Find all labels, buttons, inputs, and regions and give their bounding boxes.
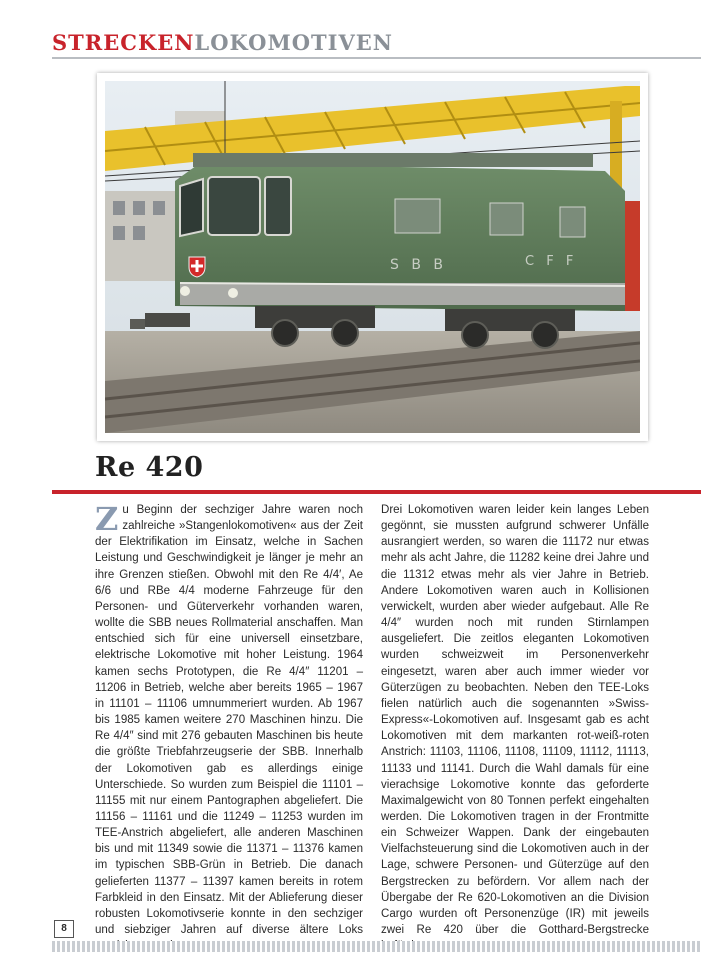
section-header-part1: STRECKEN: [52, 30, 195, 55]
article-column-left: [95, 502, 363, 954]
locomotive-photo: [97, 73, 648, 441]
footer-band: [52, 941, 701, 952]
article-column-right: [381, 502, 649, 954]
right-column-text: Drei Lokomotiven waren leider kein langes Leben gegönnt, sie mussten aufgrund schwerer Unfälle ausrangiert werden, so waren die 11172 nur etwas mehr als acht Jahre, die 11282 keine drei Jahre und die 11312 etwas mehr als vier Jahre in Betrieb. Andere Lokomotiven waren auch in Kollisionen verwickelt, wurden aber wieder aufgebaut. Alle Re 4/4″ wurden noch mit runden Stirnlampen ausgeliefert. Die zeitlos eleganten Lokomotiven wurden schweizweit im Personenverkehr eingesetzt, waren aber auch immer wieder vor Güterzügen zu beobachten. Neben den TEE-Loks fielen natürlich auch die sogenannten »Swiss-Express«-Lokomotiven auf. Insgesamt gab es acht Lokomotiven mit dem markanten rot-weiß-roten Anstrich: 11103, 11106, 11108, 11109, 11112, 11113, 11133 und 11141. Durch die Wahl damals für eine vierachsige Lokomotive konnte das geforderte Maximalgewicht von 80 Tonnen perfekt eingehalten werden. Die Lokomotiven tragen in der Frontmitte ein Schweizer Wappen. Dank der eingebauten Vielfachsteuerung sind die Lokomotiven auch in der Lage, schwere Personen- und Güterzüge auf den Bergstrecken zu befördern. Vor allem nach der Übergabe der Re 620-Lokomotiven an die Division Cargo wurden oft Personenzüge (IR) mit jeweils zwei Re 420 über die Gotthard-Bergstrecke: [381, 504, 649, 937]
section-header-part2: LOKOMOTIVEN: [194, 30, 393, 55]
article-title: Re 420: [95, 452, 204, 483]
car-marking-cff: C F F: [525, 254, 578, 269]
left-column-text: u Beginn der sechziger Jahre waren noch zahlreiche »Stangenlokomotiven« aus der Zeit der Elektrifikation im Einsatz, welche in Sachen Leistung und Geschwindigkeit je länger je mehr an ihre Grenzen stießen. Obwohl mit den Re 4/4′, Ae 6/6 und RBe 4/4 moderne Fahrzeuge für den Personen- und Güterverkehr vorhanden waren, wollte die SBB neues Rollmaterial anschaffen. Man entschied sich für eine universell einsetzbare, elektrische Lokomotive mit hoher Leistung. 1964 kamen sechs Prototypen, die Re 4/4″ 11201 – 11206 in Betrieb, welche aber bereits 1965 – 1967 in 11101 – 11106 umnummeriert wurden. Ab 1967 bis 1985 kamen weitere 270 Maschinen hinzu. Die Re 4/4″ sind mit 276 gebauten Maschinen bis heute die größte Triebfahrzeugserie der SBB. Innerhalb der Lokomotiven gab es allerdings einige Unterschiede. So wurden zum Beispiel die 11101 – 11155 mit nur einem Pantographen abgeliefert. Die 11156 – 11161 und die 11249 – 11253 wurden im TEE-Anstrich abgeliefert, alle anderen Maschinen bis und mit 11349 sowie die 11371 – 11376 kamen im typischen SBB-Grün in Betrieb. Die danach gelieferten 11377 – 11397 kamen bereits in rotem Farbkleid in den Einsatz. Mit der Ablieferung dieser robusten Lokomotivserie konnte in den sechziger und siebziger Jahren auf diverse ältere Loks: [95, 504, 363, 937]
dropcap: Z: [95, 500, 119, 538]
title-rule: [52, 490, 701, 494]
locomotive-illustration: [105, 81, 640, 433]
section-header: [52, 30, 393, 55]
car-marking-sbb: S B B: [390, 257, 447, 273]
page-number: 8: [54, 920, 74, 938]
header-rule: [52, 57, 701, 59]
